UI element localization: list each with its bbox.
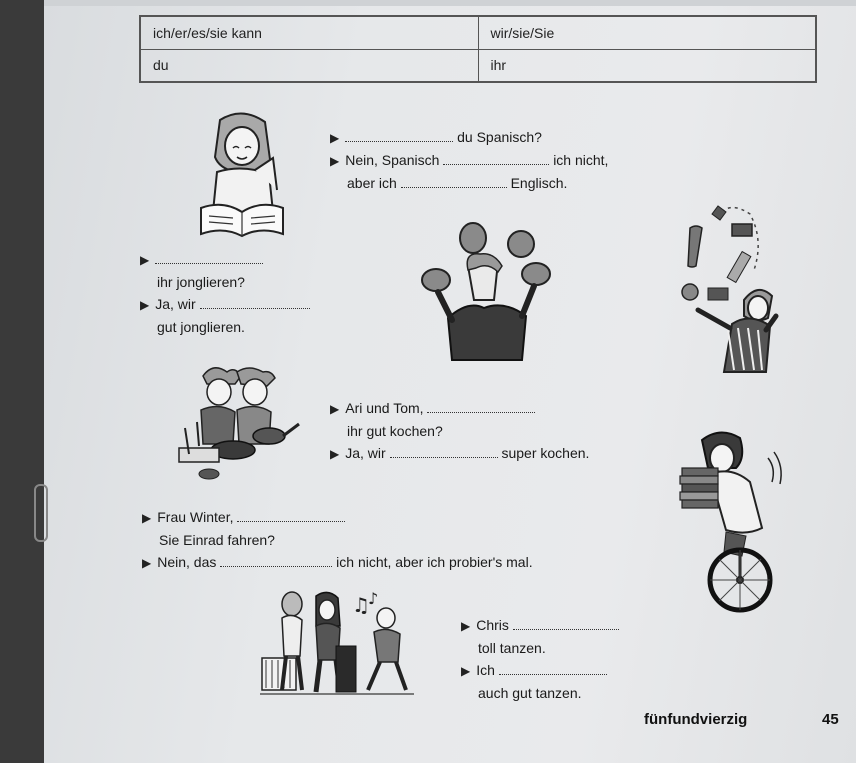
girl-reading-illustration bbox=[195, 112, 290, 238]
dialogue-text: Ja, wir bbox=[155, 296, 196, 312]
dialogue-line bbox=[330, 397, 589, 420]
table-cell: du bbox=[140, 49, 478, 82]
people-dancing-illustration bbox=[256, 590, 416, 702]
dialogue-text: aber ich bbox=[347, 175, 397, 191]
play-triangle-icon: ▶ bbox=[330, 447, 340, 461]
answer-blank[interactable] bbox=[200, 296, 310, 309]
page-number-word: fünfundvierzig bbox=[644, 711, 748, 728]
dialogue-text: ich nicht, bbox=[553, 152, 609, 168]
dialogue-line bbox=[461, 637, 619, 659]
play-triangle-icon: ▶ bbox=[330, 154, 340, 168]
dialogue-text: Ich bbox=[476, 662, 495, 678]
dialogue-text: auch gut tanzen. bbox=[478, 685, 582, 701]
dialogue-line bbox=[330, 172, 608, 194]
dialogue-line bbox=[330, 442, 589, 465]
table-cell: ihr bbox=[478, 49, 816, 82]
answer-blank[interactable] bbox=[345, 129, 453, 142]
dialogue-text: Frau Winter, bbox=[157, 509, 234, 525]
answer-blank[interactable] bbox=[443, 152, 549, 165]
answer-blank[interactable] bbox=[237, 509, 345, 522]
play-triangle-icon: ▶ bbox=[140, 298, 150, 312]
answer-blank[interactable] bbox=[220, 554, 332, 567]
boys-cooking-illustration bbox=[175, 362, 300, 482]
svg-text:♪: ♪ bbox=[368, 590, 379, 608]
dialogue-text: ihr gut kochen? bbox=[347, 423, 443, 439]
dialogue-text: du Spanisch? bbox=[457, 129, 542, 145]
answer-blank[interactable] bbox=[401, 175, 507, 188]
exercise-1 bbox=[330, 126, 608, 194]
play-triangle-icon: ▶ bbox=[330, 402, 340, 416]
answer-blank[interactable] bbox=[390, 445, 498, 458]
dialogue-line bbox=[140, 271, 310, 293]
answer-blank[interactable] bbox=[513, 617, 619, 630]
play-triangle-icon: ▶ bbox=[142, 556, 152, 570]
dialogue-line bbox=[330, 420, 589, 442]
dialogue-text: gut jonglieren. bbox=[157, 319, 245, 335]
table-row bbox=[140, 49, 816, 82]
page-top-edge bbox=[44, 0, 856, 6]
dialogue-line bbox=[140, 248, 310, 271]
exercise-5 bbox=[461, 614, 619, 704]
dialogue-text: Ja, wir bbox=[345, 445, 386, 461]
dialogue-text: Sie Einrad fahren? bbox=[159, 532, 275, 548]
answer-blank[interactable] bbox=[155, 251, 263, 264]
dialogue-line bbox=[330, 149, 608, 172]
dialogue-text: ihr jonglieren? bbox=[157, 274, 245, 290]
dialogue-line bbox=[461, 614, 619, 637]
table-row bbox=[140, 16, 816, 49]
answer-blank[interactable] bbox=[427, 400, 535, 413]
workbook-page bbox=[44, 0, 856, 763]
dialogue-text: Ari und Tom, bbox=[345, 400, 424, 416]
dialogue-text: ich nicht, aber ich probier's mal. bbox=[336, 554, 533, 570]
exercise-4 bbox=[142, 506, 533, 574]
dialogue-line bbox=[461, 659, 619, 682]
conjugation-table bbox=[139, 15, 817, 83]
dialogue-line bbox=[461, 682, 619, 704]
page-number: 45 bbox=[822, 711, 839, 728]
binding-ring bbox=[34, 484, 48, 542]
dialogue-text: Nein, Spanisch bbox=[345, 152, 440, 168]
dialogue-line bbox=[140, 293, 310, 316]
dialogue-line bbox=[142, 551, 533, 574]
play-triangle-icon: ▶ bbox=[142, 511, 152, 525]
table-cell: wir/sie/Sie bbox=[478, 16, 816, 49]
dialogue-text: toll tanzen. bbox=[478, 640, 546, 656]
dialogue-line bbox=[140, 316, 310, 338]
play-triangle-icon: ▶ bbox=[461, 664, 471, 678]
boy-juggling-illustration bbox=[418, 222, 558, 362]
exercise-3 bbox=[330, 397, 589, 465]
svg-text:♫: ♫ bbox=[352, 593, 370, 617]
girl-juggling-objects-illustration bbox=[672, 200, 787, 378]
dialogue-text: Chris bbox=[476, 617, 509, 633]
dialogue-text: super kochen. bbox=[501, 445, 590, 461]
dialogue-line bbox=[142, 506, 533, 529]
dialogue-line bbox=[330, 126, 608, 149]
exercise-2 bbox=[140, 248, 310, 338]
play-triangle-icon: ▶ bbox=[140, 253, 150, 267]
play-triangle-icon: ▶ bbox=[330, 131, 340, 145]
dialogue-text: Nein, das bbox=[157, 554, 217, 570]
play-triangle-icon: ▶ bbox=[461, 619, 471, 633]
dialogue-text: Englisch. bbox=[510, 175, 568, 191]
dialogue-line bbox=[142, 529, 533, 551]
table-cell: ich/er/es/sie kann bbox=[140, 16, 478, 49]
woman-unicycle-illustration bbox=[676, 428, 788, 618]
answer-blank[interactable] bbox=[499, 662, 607, 675]
